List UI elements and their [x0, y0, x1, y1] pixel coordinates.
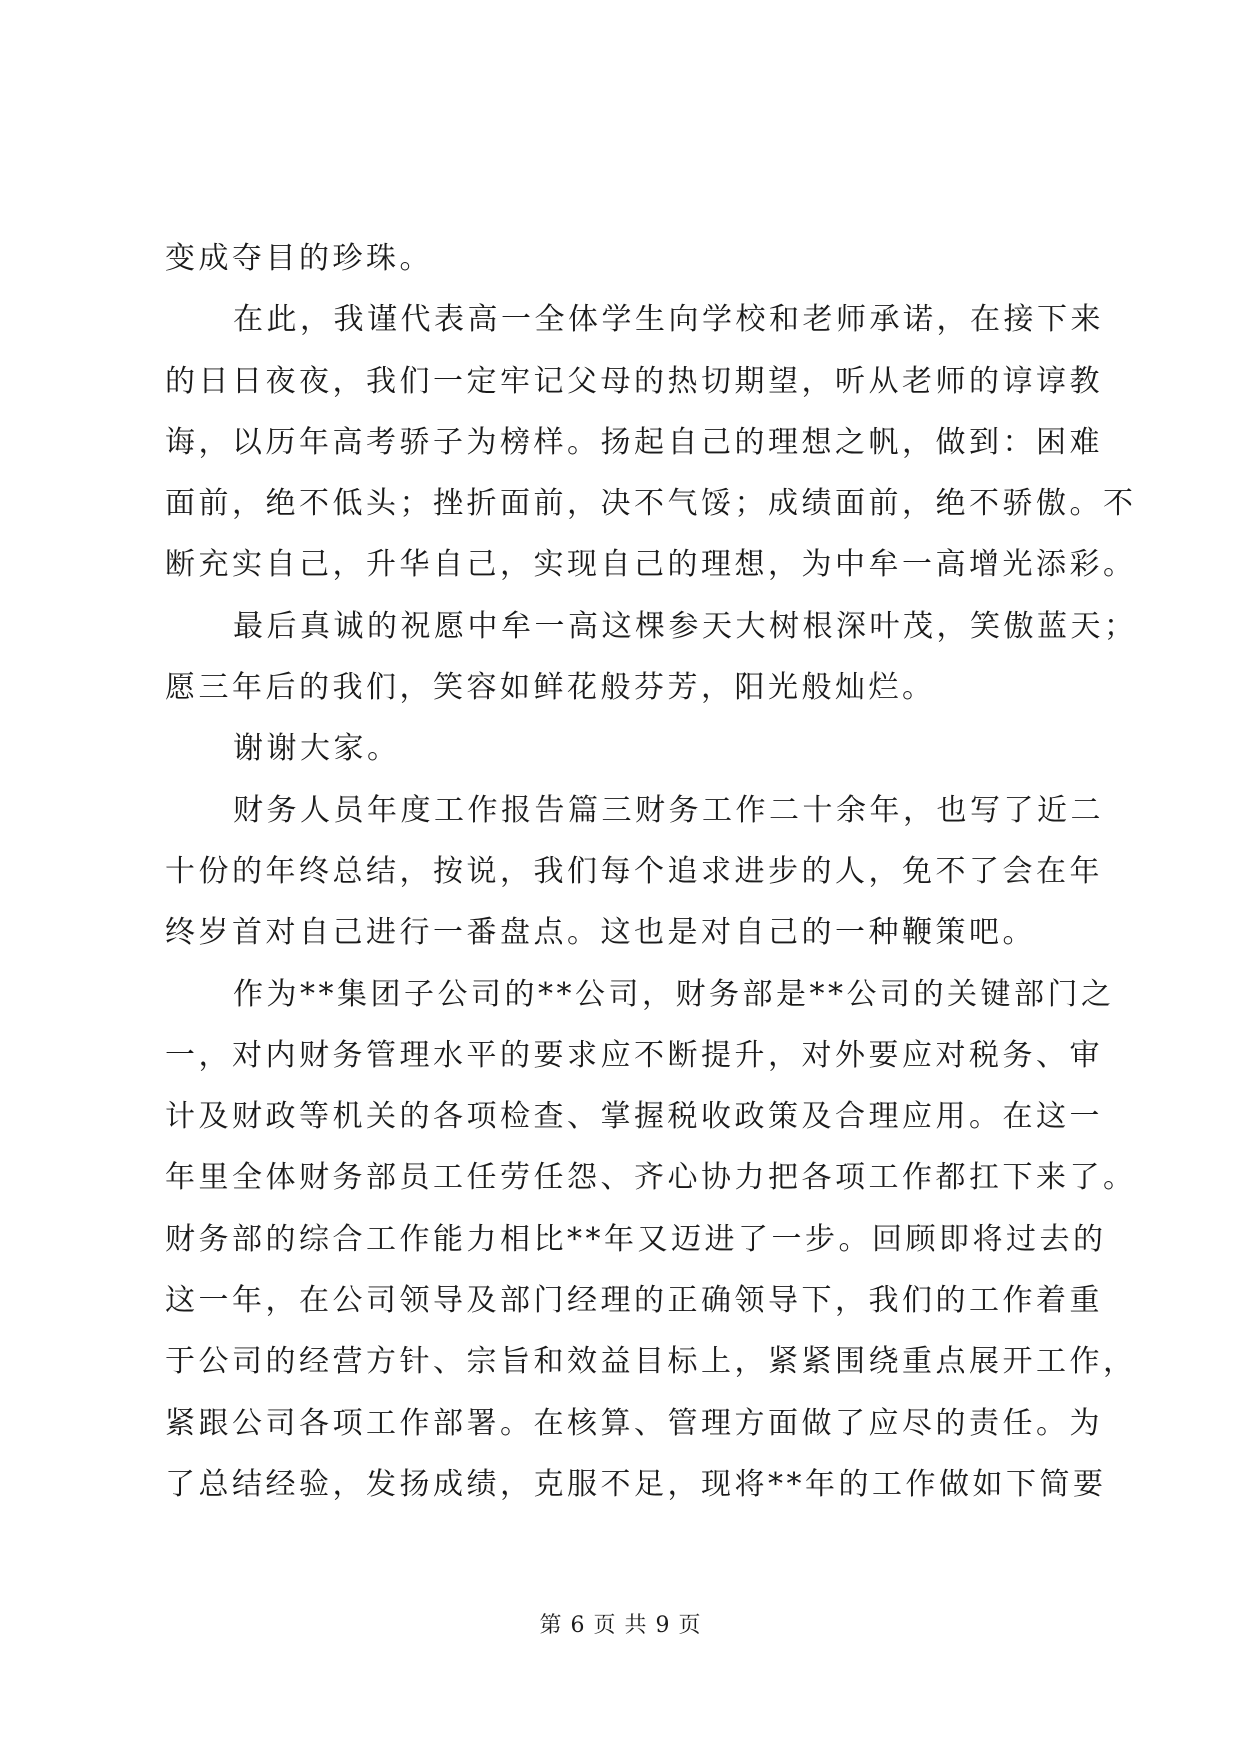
text-line: 断充实自己，升华自己，实现自己的理想，为中牟一高增光添彩。: [165, 547, 1137, 583]
text-line: 这一年，在公司领导及部门经理的正确领导下，我们的工作着重: [165, 1283, 1103, 1319]
text-line: 一，对内财务管理水平的要求应不断提升，对外要应对税务、审: [165, 1037, 1103, 1073]
text-line: 最后真诚的祝愿中牟一高这棵参天大树根深叶茂，笑傲蓝天；: [233, 608, 1138, 644]
text-line: 的日日夜夜，我们一定牢记父母的热切期望，听从老师的谆谆教: [165, 363, 1103, 399]
text-line: 作为**集团子公司的**公司，财务部是**公司的关键部门之: [233, 976, 1115, 1012]
text-line: 紧跟公司各项工作部署。在核算、管理方面做了应尽的责任。为: [165, 1405, 1103, 1441]
text-line: 诲，以历年高考骄子为榜样。扬起自己的理想之帆，做到：困难: [165, 424, 1103, 460]
text-line: 愿三年后的我们，笑容如鲜花般芬芳，阳光般灿烂。: [165, 670, 936, 706]
text-line: 财务人员年度工作报告篇三财务工作二十余年，也写了近二: [233, 792, 1104, 828]
text-line: 财务部的综合工作能力相比**年又迈进了一步。回顾即将过去的: [165, 1221, 1107, 1257]
text-line: 计及财政等机关的各项检查、掌握税收政策及合理应用。在这一: [165, 1099, 1103, 1135]
text-line: 面前，绝不低头；挫折面前，决不气馁；成绩面前，绝不骄傲。不: [165, 486, 1137, 522]
text-line: 于公司的经营方针、宗旨和效益目标上，紧紧围绕重点展开工作，: [165, 1344, 1137, 1380]
text-line: 十份的年终总结，按说，我们每个追求进步的人，免不了会在年: [165, 853, 1103, 889]
text-line: 谢谢大家。: [233, 731, 401, 767]
text-line: 终岁首对自己进行一番盘点。这也是对自己的一种鞭策吧。: [165, 915, 1036, 951]
text-line: 变成夺目的珍珠。: [165, 241, 433, 276]
text-line: 在此，我谨代表高一全体学生向学校和老师承诺，在接下来: [233, 302, 1104, 338]
body-text: [165, 228, 1138, 1515]
text-line: 了总结经验，发扬成绩，克服不足，现将**年的工作做如下简要: [165, 1466, 1107, 1502]
page-footer: 第 6 页 共 9 页: [539, 1613, 702, 1638]
text-line: 年里全体财务部员工任劳任怨、齐心协力把各项工作都扛下来了。: [165, 1160, 1137, 1196]
